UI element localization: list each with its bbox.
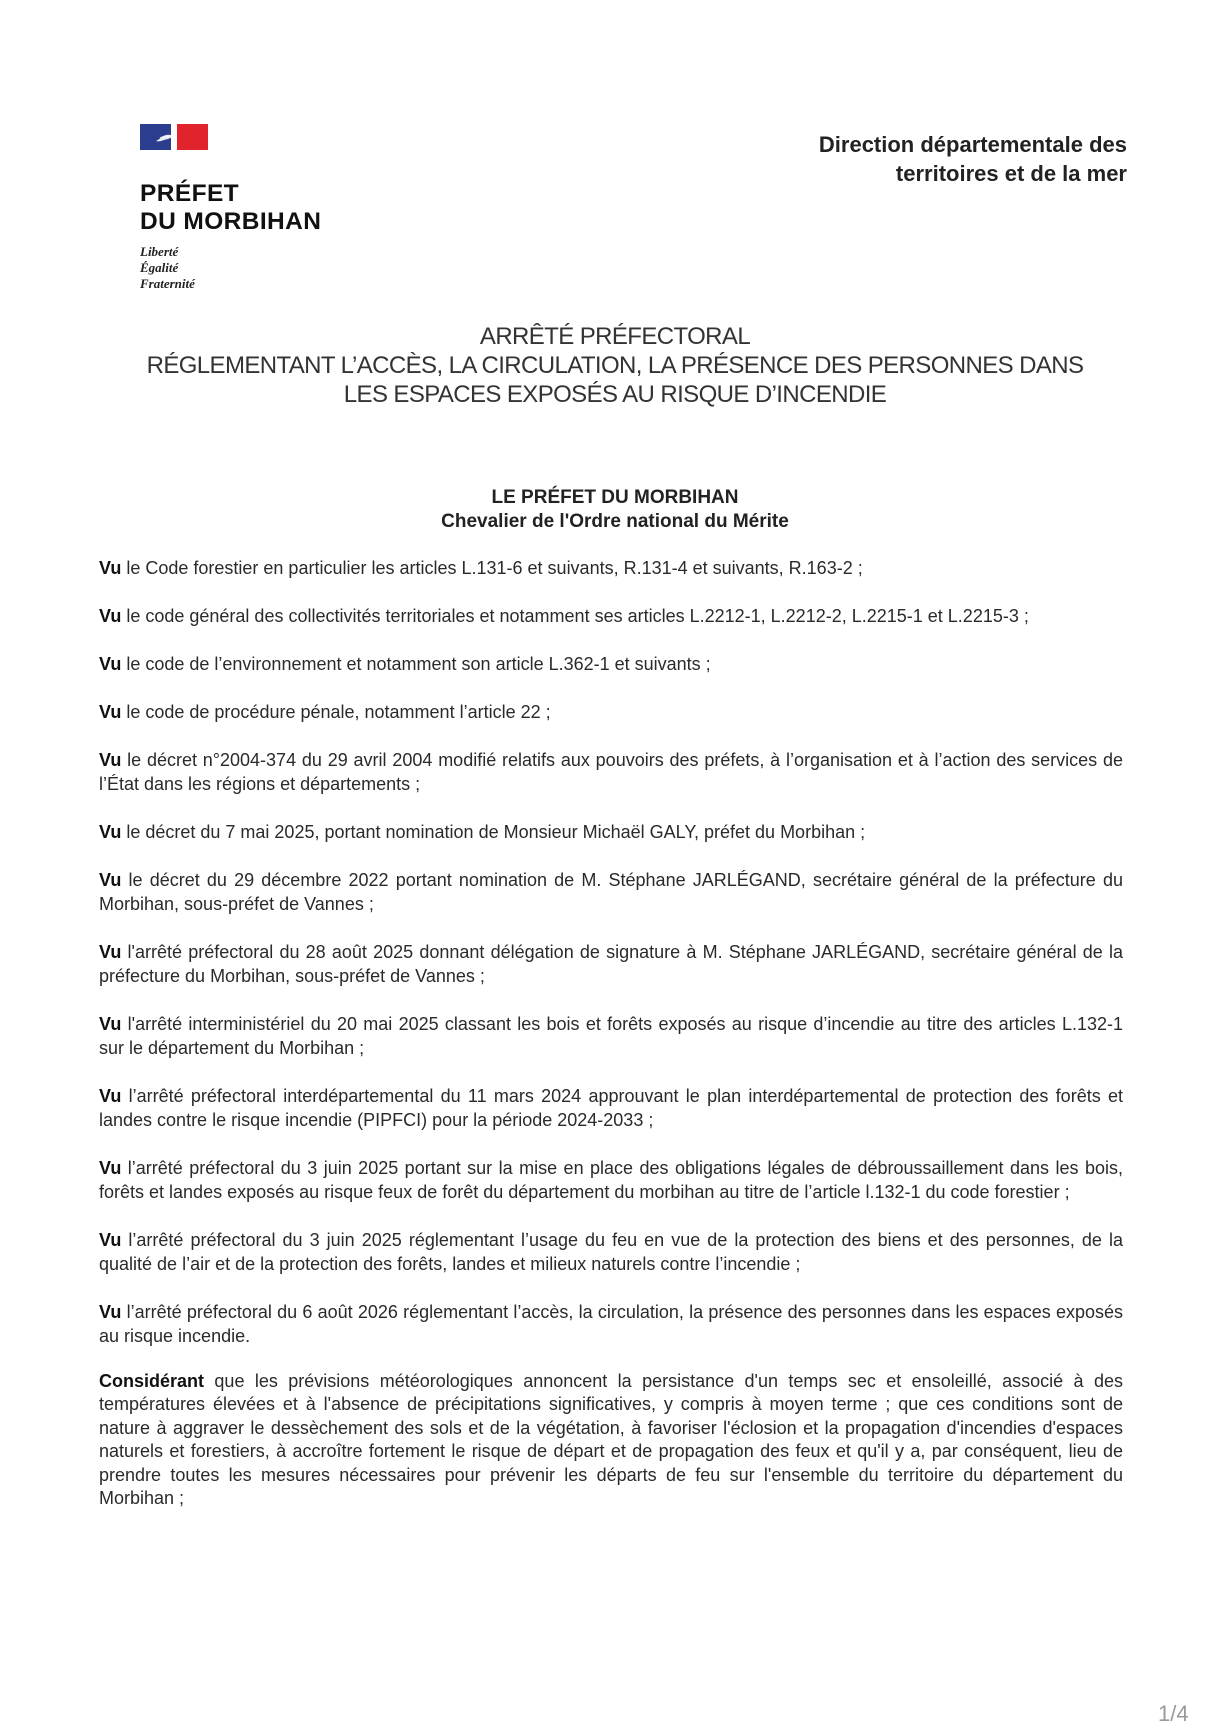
page-number: 1/4 [1158, 1701, 1189, 1726]
visa-keyword: Vu [99, 1086, 122, 1106]
visa-text: l’arrêté préfectoral du 3 juin 2025 réglementant l’usage du feu en vue de la protection des biens et des personnes, de la qualité de l’air et de la protection des forêts, landes et milieux naturels contre l’incendie ; [99, 1230, 1123, 1274]
visa-keyword: Vu [99, 1230, 122, 1250]
motto-liberte: Liberté [140, 244, 179, 259]
title-line-1: ARRÊTÉ PRÉFECTORAL [479, 323, 751, 350]
marianne-icon [154, 130, 176, 144]
visa-text: le décret du 7 mai 2025, portant nomination de Monsieur Michaël GALY, préfet du Morbihan ; [121, 822, 866, 842]
visa-text: l’arrêté préfectoral interdépartemental du 11 mars 2024 approuvant le plan interdépartemental de protection des forêts et landes contre le risque incendie (PIPFCI) pour la période 2024-2033 ; [99, 1086, 1123, 1130]
motto-egalite: Égalité [140, 260, 179, 275]
motto-fraternite: Fraternité [140, 276, 195, 291]
visa-paragraph [99, 940, 1123, 988]
visa-text: l’arrêté préfectoral du 3 juin 2025 portant sur la mise en place des obligations légales de débroussaillement dans les bois, forêts et landes exposés au risque feux de forêt du département du morbihan au titre de l’article l.132-1 du code forestier ; [99, 1158, 1123, 1202]
visa-keyword: Vu [99, 702, 122, 722]
visa-keyword: Vu [99, 558, 122, 578]
visa-paragraph [99, 1228, 1123, 1276]
visa-paragraph [99, 1012, 1123, 1060]
visa-text: l'arrêté interministériel du 20 mai 2025 classant les bois et forêts exposés au risque d’incendie au titre des articles L.132-1 sur le département du Morbihan ; [99, 1014, 1123, 1058]
logo-line-1: PRÉFET [140, 180, 240, 207]
direction-line-1: Direction départementale des [818, 132, 1127, 157]
visa-paragraph [99, 868, 1123, 916]
visa-paragraph [99, 1084, 1123, 1132]
visa-text: le Code forestier en particulier les articles L.131-6 et suivants, R.131-4 et suivants, R.163-2 ; [121, 558, 863, 578]
visa-keyword: Vu [99, 942, 122, 962]
visa-paragraph [99, 1156, 1123, 1204]
visa-keyword: Vu [99, 1014, 122, 1034]
visa-text: le décret du 29 décembre 2022 portant nomination de M. Stéphane JARLÉGAND, secrétaire général de la préfecture du Morbihan, sous-préfet de Vannes ; [99, 870, 1123, 914]
considerant-text: que les prévisions météorologiques annoncent la persistance d'un temps sec et ensoleillé, associé à des températures élevées et à l'absence de précipitations significatives, y compris à moyen terme ; que ces conditions sont de nature à aggraver le dessèchement des sols et de la végétation, à favoriser l'éclosion et la propagation d'incendies d'espaces naturels et forestiers, à accroître fortement le risque de départ et de propagation des feux et qu'il y a, par conséquent, lieu de prendre toutes les mesures nécessaires pour prévenir les départs de feu sur l'ensemble du territoire du département du Morbihan ; [99, 1371, 1123, 1509]
visa-text: le code de procédure pénale, notamment l’article 22 ; [121, 702, 551, 722]
visa-paragraph [99, 652, 1123, 676]
authority-block [100, 486, 1130, 534]
visa-keyword: Vu [99, 1302, 122, 1322]
visa-paragraph [99, 604, 1123, 628]
direction-line-2: territoires et de la mer [895, 161, 1127, 186]
visa-text: le décret n°2004-374 du 29 avril 2004 modifié relatifs aux pouvoirs des préfets, à l’organisation et à l’action des services de l’État dans les régions et départements ; [99, 750, 1123, 794]
considerant-paragraph [99, 1370, 1123, 1510]
visa-text: l'arrêté préfectoral du 28 août 2025 donnant délégation de signature à M. Stéphane JARLÉGAND, secrétaire général de la préfecture du Morbihan, sous-préfet de Vannes ; [99, 942, 1123, 986]
decree-title [100, 322, 1130, 409]
issuing-directorate [707, 130, 1127, 188]
prefecture-logo [140, 124, 360, 292]
authority-name: LE PRÉFET DU MORBIHAN [491, 487, 739, 508]
visa-paragraph [99, 700, 1123, 724]
authority-distinction: Chevalier de l'Ordre national du Mérite [441, 511, 789, 532]
visa-keyword: Vu [99, 654, 122, 674]
considerant-keyword: Considérant [99, 1371, 205, 1391]
visa-text: le code général des collectivités territoriales et notamment ses articles L.2212-1, L.2212-2, L.2215-1 et L.2215-3 ; [121, 606, 1029, 626]
visa-keyword: Vu [99, 606, 122, 626]
visa-paragraph [99, 1300, 1123, 1348]
republic-motto [140, 244, 360, 292]
visa-keyword: Vu [99, 822, 122, 842]
republic-flag-logo [140, 124, 208, 150]
document-body [99, 556, 1123, 1534]
visa-paragraph [99, 748, 1123, 796]
visa-keyword: Vu [99, 750, 122, 770]
logo-line-2: DU MORBIHAN [140, 208, 322, 235]
title-line-3: LES ESPACES EXPOSÉS AU RISQUE D’INCENDIE [343, 381, 887, 408]
visa-text: l’arrêté préfectoral du 6 août 2026 réglementant l’accès, la circulation, la présence des personnes dans les espaces exposés au risque incendie. [99, 1302, 1123, 1346]
visa-paragraph [99, 820, 1123, 844]
visa-text: le code de l’environnement et notamment son article L.362-1 et suivants ; [121, 654, 711, 674]
visa-paragraph [99, 556, 1123, 580]
title-line-2: RÉGLEMENTANT L’ACCÈS, LA CIRCULATION, LA PRÉSENCE DES PERSONNES DANS [146, 352, 1084, 379]
visa-keyword: Vu [99, 870, 122, 890]
visa-keyword: Vu [99, 1158, 122, 1178]
